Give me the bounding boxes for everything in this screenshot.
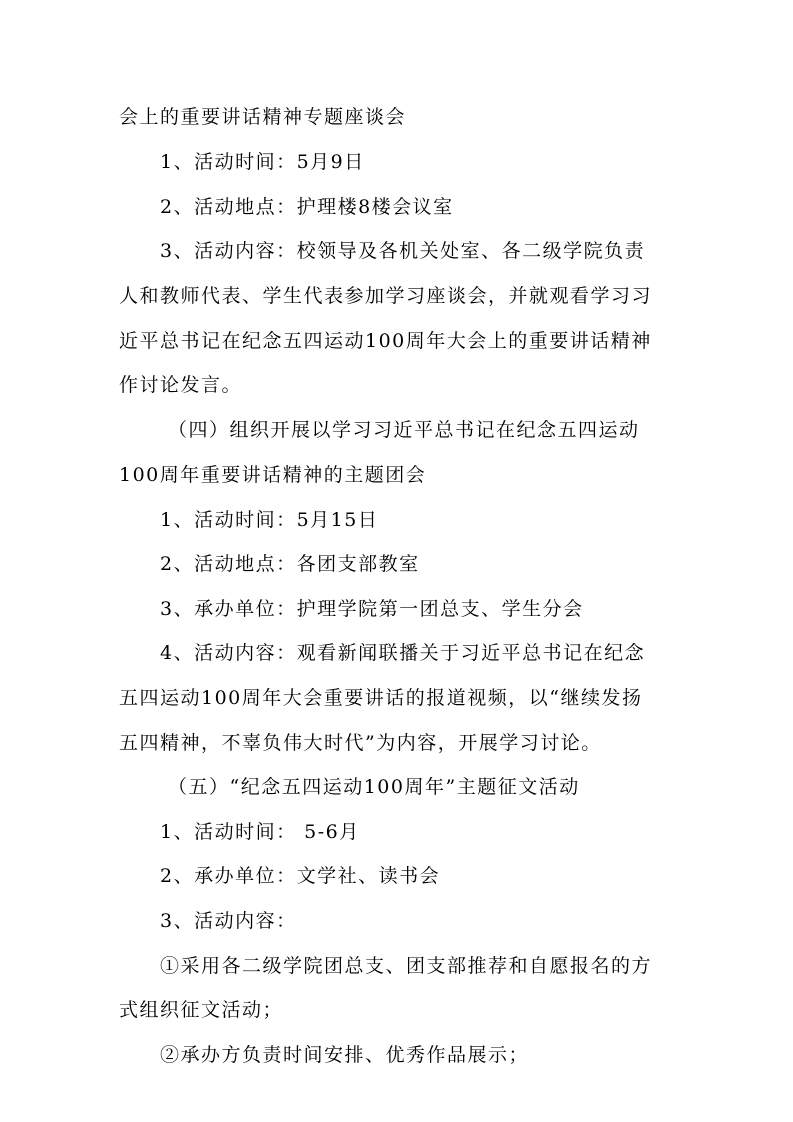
activity-content-item: 4、活动内容：观看新闻联播关于习近平总书记在纪念 bbox=[160, 642, 646, 664]
activity-time-item: 1、活动时间：5月9日 bbox=[160, 151, 365, 173]
section-heading-continuation: 100周年重要讲话精神的主题团会 bbox=[119, 464, 427, 486]
paragraph-line: 会上的重要讲话精神专题座谈会 bbox=[119, 106, 407, 128]
activity-content-item: 3、活动内容： bbox=[160, 910, 297, 932]
paragraph-line: 人和教师代表、学生代表参加学习座谈会，并就观看学习习 bbox=[119, 285, 653, 307]
paragraph-line: 作讨论发言。 bbox=[119, 374, 243, 396]
list-item: ②承办方负责时间安排、优秀作品展示； bbox=[160, 1044, 530, 1066]
list-item: ①采用各二级学院团总支、团支部推荐和自愿报名的方 bbox=[160, 955, 653, 977]
activity-content-item: 3、活动内容：校领导及各机关处室、各二级学院负责 bbox=[160, 240, 646, 262]
section-heading-five: （五）“纪念五四运动100周年”主题征文活动 bbox=[168, 776, 580, 798]
activity-time-item: 1、活动时间： 5-6月 bbox=[160, 821, 360, 843]
organizer-item: 2、承办单位：文学社、读书会 bbox=[160, 865, 441, 887]
organizer-item: 3、承办单位：护理学院第一团总支、学生分会 bbox=[160, 598, 584, 620]
paragraph-line: 五四运动100周年大会重要讲话的报道视频，以“继续发扬 bbox=[119, 687, 643, 709]
section-heading-four: （四）组织开展以学习习近平总书记在纪念五四运动 bbox=[168, 419, 640, 441]
paragraph-line: 近平总书记在纪念五四运动100周年大会上的重要讲话精神 bbox=[119, 330, 652, 352]
activity-location-item: 2、活动地点：护理楼8楼会议室 bbox=[160, 196, 454, 218]
activity-time-item: 1、活动时间：5月15日 bbox=[160, 509, 379, 531]
paragraph-line: 五四精神，不辜负伟大时代”为内容，开展学习讨论。 bbox=[119, 732, 602, 754]
paragraph-line: 式组织征文活动； bbox=[119, 999, 284, 1021]
activity-location-item: 2、活动地点：各团支部教室 bbox=[160, 553, 420, 575]
